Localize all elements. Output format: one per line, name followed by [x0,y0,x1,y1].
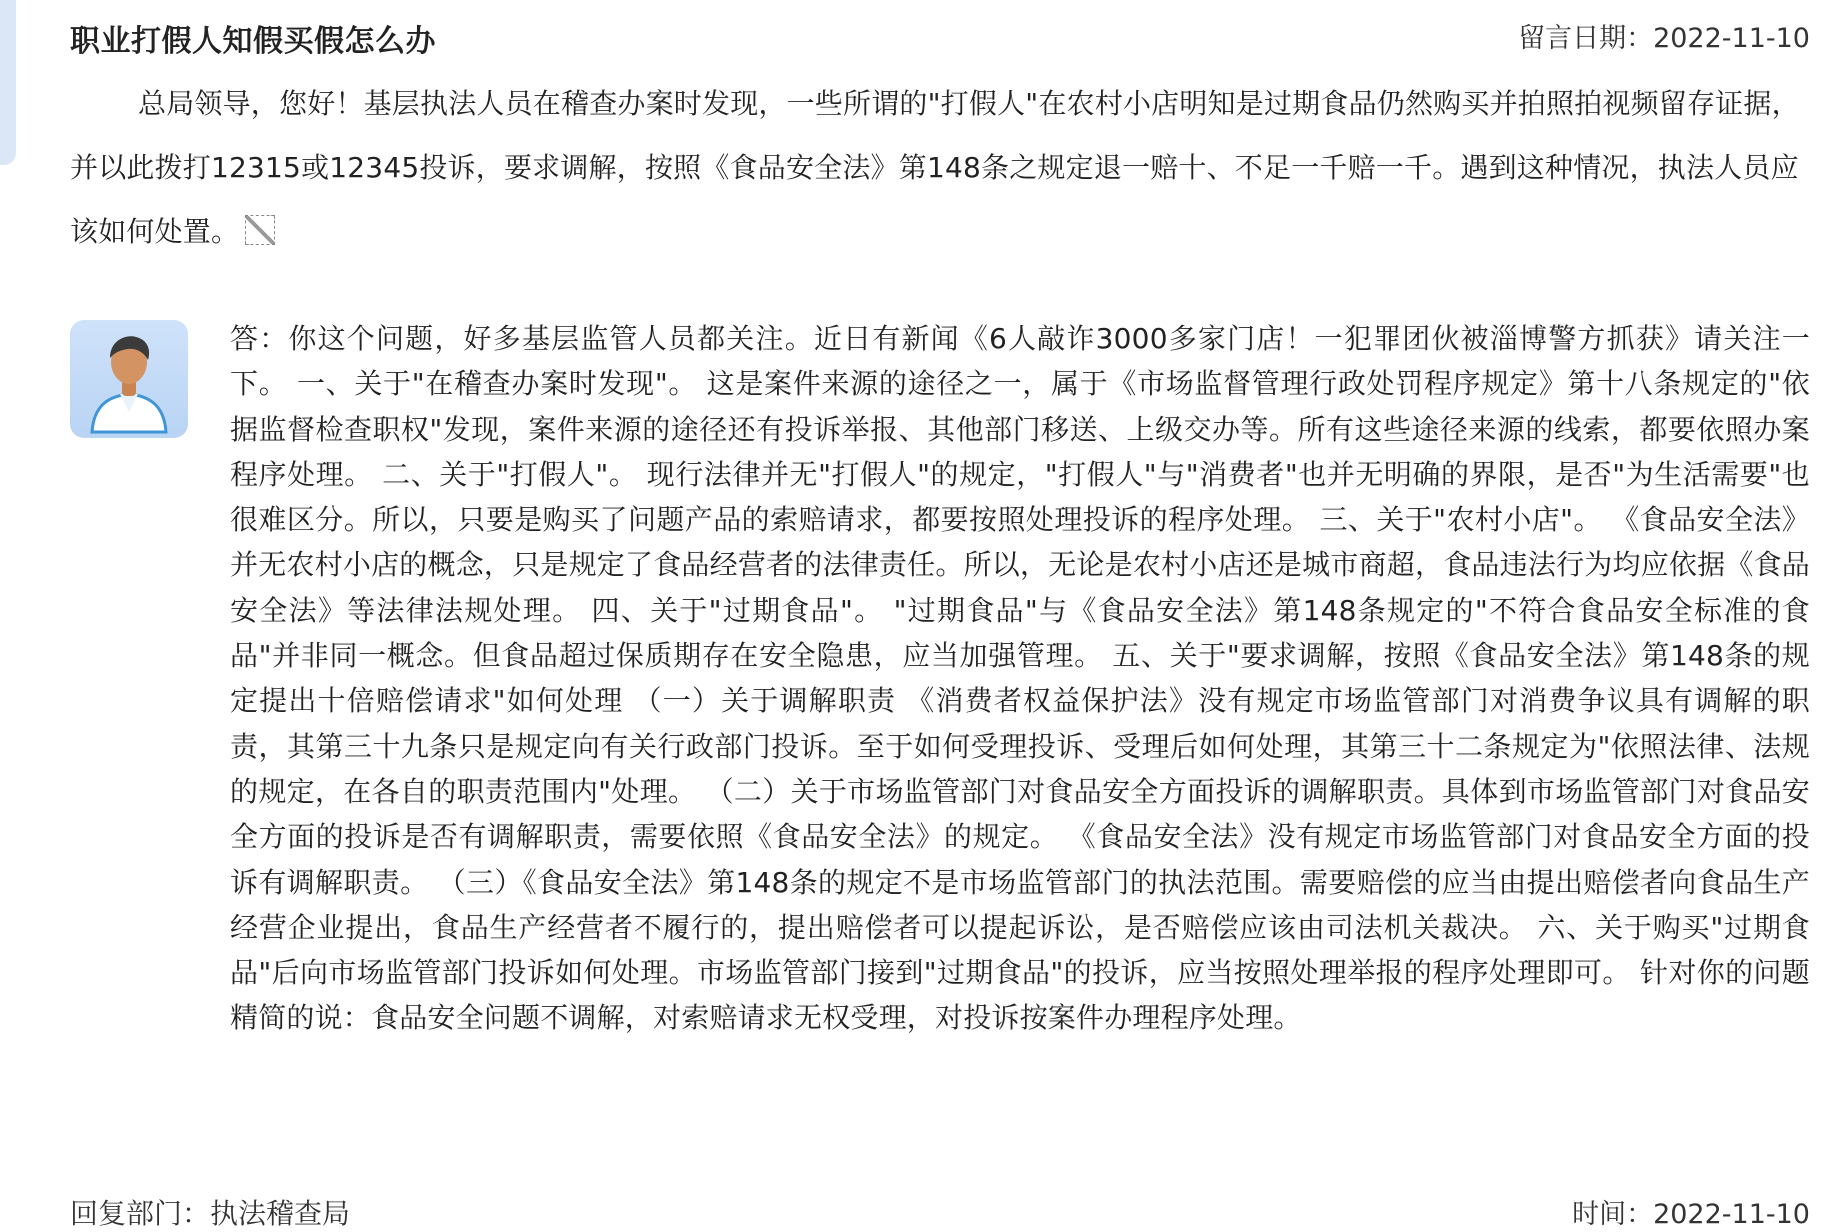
avatar [70,320,188,438]
qa-container [70,0,1810,1230]
side-tab[interactable] [0,0,16,165]
question-text: 总局领导，您好！基层执法人员在稽查办案时发现，一些所谓的"打假人"在农村小店明知是过期食品仍然购买并拍照拍视频留存证据，并以此拨打12315或12345投诉，要求调解，按照《食品安全法》第148条之规定退一赔十、不足一千赔一千。遇到这种情况，执法人员应该如何处置。 [70,87,1800,248]
broken-image-icon [245,215,275,245]
question-header [70,0,1810,70]
answer-text: 答：你这个问题，好多基层监管人员都关注。近日有新闻《6人敲诈3000多家门店！一犯罪团伙被淄博警方抓获》请关注一下。 一、关于"在稽查办案时发现"。 这是案件来源的途径之一，属于《市场监督管理行政处罚程序规定》第十八条规定的"依据监督检查职权"发现，案件来源的途径还有投诉举报、其他部门移送、上级交办等。所有这些途径来源的线索，都要依照办案程序处理。 二、关于"打假人"。 现行法律并无"打假人"的规定，"打假人"与"消费者"也并无明确的界限，是否"为生活需要"也很难区分。所以，只要是购买了问题产品的索赔请求，都要按照处理投诉的程序处理。 三、关于"农村小店"。 《食品安全法》并无农村小店的概念，只是规定了食品经营者的法律责任。所以，无论是农村小店还是城市商超，食品违法行为均应依据《食品安全法》等法律法规处理。 四、关于"过期食品"。 "过期食品"与《食品安全法》第148条规定的"不符合食品安全标准的食品"并非同一概念。但食品超过保质期存在安全隐患，应当加强管理。 五、关于"要求调解，按照《食品安全法》第148条的规定提出十倍赔偿请求"如何处理 （一）关于调解职责 《消费者权益保护法》没有规定市场监管部门对消费争议具有调解的职责，其第三十九条只是规定向有关行政部门投诉。至于如何受理投诉、受理后如何处理，其第三十二条规定为"依照法律、法规的规定，在各自的职责范围内"处理。 （二）关于市场监管部门对食品安全方面投诉的调解职责。具体到市场监管部门对食品安全方面的投诉是否有调解职责，需要依照《食品安全法》的规定。 《食品安全法》没有规定市场监管部门对食品安全方面的投诉有调解职责。 （三）《食品安全法》第148条的规定不是市场监管部门的执法范围。需要赔偿的应当由提出赔偿者向食品生产经营企业提出，食品生产经营者不履行的，提出赔偿者可以提起诉讼，是否赔偿应该由司法机关裁决。 六、关于购买"过期食品"后向市场监管部门投诉如何处理。市场监管部门接到"过期食品"的投诉，应当按照处理举报的程序处理即可。 针对你的问题精简的说：食品安全问题不调解，对索赔请求无权受理，对投诉按案件办理程序处理。 [230,322,1810,1035]
message-date: 留言日期：2022-11-10 [1518,23,1810,54]
reply-time: 时间：2022-11-10 [1572,1199,1810,1230]
person-icon [70,320,188,438]
reply-department: 回复部门：执法稽查局 [70,1197,351,1230]
reply-footer [70,1192,1810,1232]
question-title: 职业打假人知假买假怎么办 [70,24,436,59]
answer-block [70,316,1810,1041]
question-body [70,72,1810,264]
